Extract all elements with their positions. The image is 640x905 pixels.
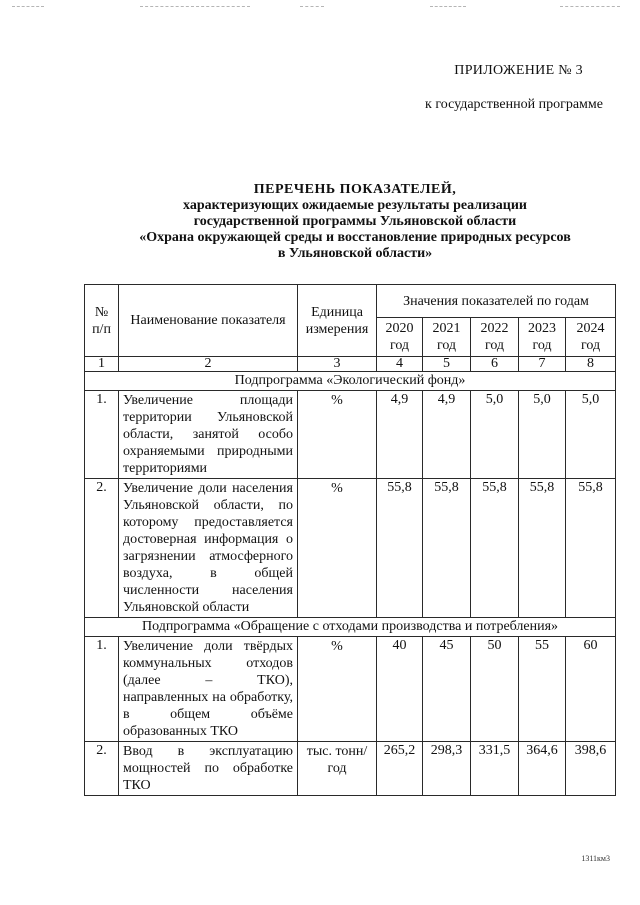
appendix-label: ПРИЛОЖЕНИЕ № 3 xyxy=(454,63,583,78)
section-title: Подпрограмма «Экологический фонд» xyxy=(85,372,616,391)
section-title: Подпрограмма «Обращение с отходами производства и потребления» xyxy=(85,618,616,637)
indicator-name: Увеличение доли твёрдых коммунальных отходов (далее – ТКО), направленных на обработку, в общем объёме образованных ТКО xyxy=(119,637,298,742)
column-number: 2 xyxy=(119,357,298,372)
header-year: 2023 год xyxy=(519,318,566,357)
indicator-value: 298,3 xyxy=(423,742,471,796)
scan-artifact xyxy=(430,6,466,7)
indicator-unit: % xyxy=(298,637,377,742)
indicator-value: 45 xyxy=(423,637,471,742)
scan-artifact xyxy=(300,6,324,7)
indicator-value: 398,6 xyxy=(566,742,616,796)
header-col-no: № п/п xyxy=(85,285,119,357)
indicator-unit: % xyxy=(298,479,377,618)
header-year: 2022 год xyxy=(471,318,519,357)
header-col-values: Значения показателей по годам xyxy=(377,285,616,318)
indicator-value: 40 xyxy=(377,637,423,742)
column-number: 6 xyxy=(471,357,519,372)
indicators-table xyxy=(84,284,616,796)
column-number-row xyxy=(85,357,616,372)
table-row xyxy=(85,637,616,742)
indicator-name: Увеличение доли населения Ульяновской области, по которому предоставляется достоверная информация о загрязнении атмосферного воздуха, в общей численности населения Ульяновской области xyxy=(119,479,298,618)
title-line: «Охрана окружающей среды и восстановление природных ресурсов xyxy=(139,230,571,245)
scan-artifact xyxy=(12,6,44,7)
scan-artifact xyxy=(560,6,620,7)
column-number: 4 xyxy=(377,357,423,372)
indicator-value: 55,8 xyxy=(471,479,519,618)
table-row xyxy=(85,479,616,618)
indicator-value: 4,9 xyxy=(377,391,423,479)
column-number: 8 xyxy=(566,357,616,372)
indicator-value: 331,5 xyxy=(471,742,519,796)
indicator-value: 5,0 xyxy=(471,391,519,479)
indicator-value: 55 xyxy=(519,637,566,742)
section-row xyxy=(85,618,616,637)
row-number: 2. xyxy=(85,479,119,618)
scan-artifact xyxy=(140,6,250,7)
indicator-value: 265,2 xyxy=(377,742,423,796)
header-col-name: Наименование показателя xyxy=(119,285,298,357)
column-number: 1 xyxy=(85,357,119,372)
row-number: 1. xyxy=(85,391,119,479)
title-line: в Ульяновской области» xyxy=(277,246,433,261)
indicator-value: 4,9 xyxy=(423,391,471,479)
appendix-subtitle: к государственной программе xyxy=(425,97,603,112)
table-row xyxy=(85,391,616,479)
indicator-value: 50 xyxy=(471,637,519,742)
document-title xyxy=(0,182,640,262)
indicator-unit: % xyxy=(298,391,377,479)
indicator-name: Ввод в эксплуатацию мощностей по обработке ТКО xyxy=(119,742,298,796)
header-year: 2024 год xyxy=(566,318,616,357)
title-line: характеризующих ожидаемые результаты реализации xyxy=(183,198,527,213)
row-number: 2. xyxy=(85,742,119,796)
table-header-row xyxy=(85,285,616,318)
column-number: 3 xyxy=(298,357,377,372)
indicator-value: 5,0 xyxy=(519,391,566,479)
header-year: 2020 год xyxy=(377,318,423,357)
indicator-value: 55,8 xyxy=(423,479,471,618)
column-number: 5 xyxy=(423,357,471,372)
title-line: ПЕРЕЧЕНЬ ПОКАЗАТЕЛЕЙ, xyxy=(253,182,457,197)
indicator-value: 364,6 xyxy=(519,742,566,796)
row-number: 1. xyxy=(85,637,119,742)
indicator-value: 5,0 xyxy=(566,391,616,479)
header-col-unit: Единица измерения xyxy=(298,285,377,357)
indicator-unit: тыс. тонн/год xyxy=(298,742,377,796)
table-row xyxy=(85,742,616,796)
indicator-name: Увеличение площади территории Ульяновской области, занятой особо охраняемыми природными территориями xyxy=(119,391,298,479)
indicator-value: 55,8 xyxy=(519,479,566,618)
footer-code: 1311км3 xyxy=(581,854,610,863)
indicator-value: 55,8 xyxy=(377,479,423,618)
header-year: 2021 год xyxy=(423,318,471,357)
column-number: 7 xyxy=(519,357,566,372)
indicator-value: 55,8 xyxy=(566,479,616,618)
section-row xyxy=(85,372,616,391)
indicator-value: 60 xyxy=(566,637,616,742)
title-line: государственной программы Ульяновской области xyxy=(193,214,517,229)
